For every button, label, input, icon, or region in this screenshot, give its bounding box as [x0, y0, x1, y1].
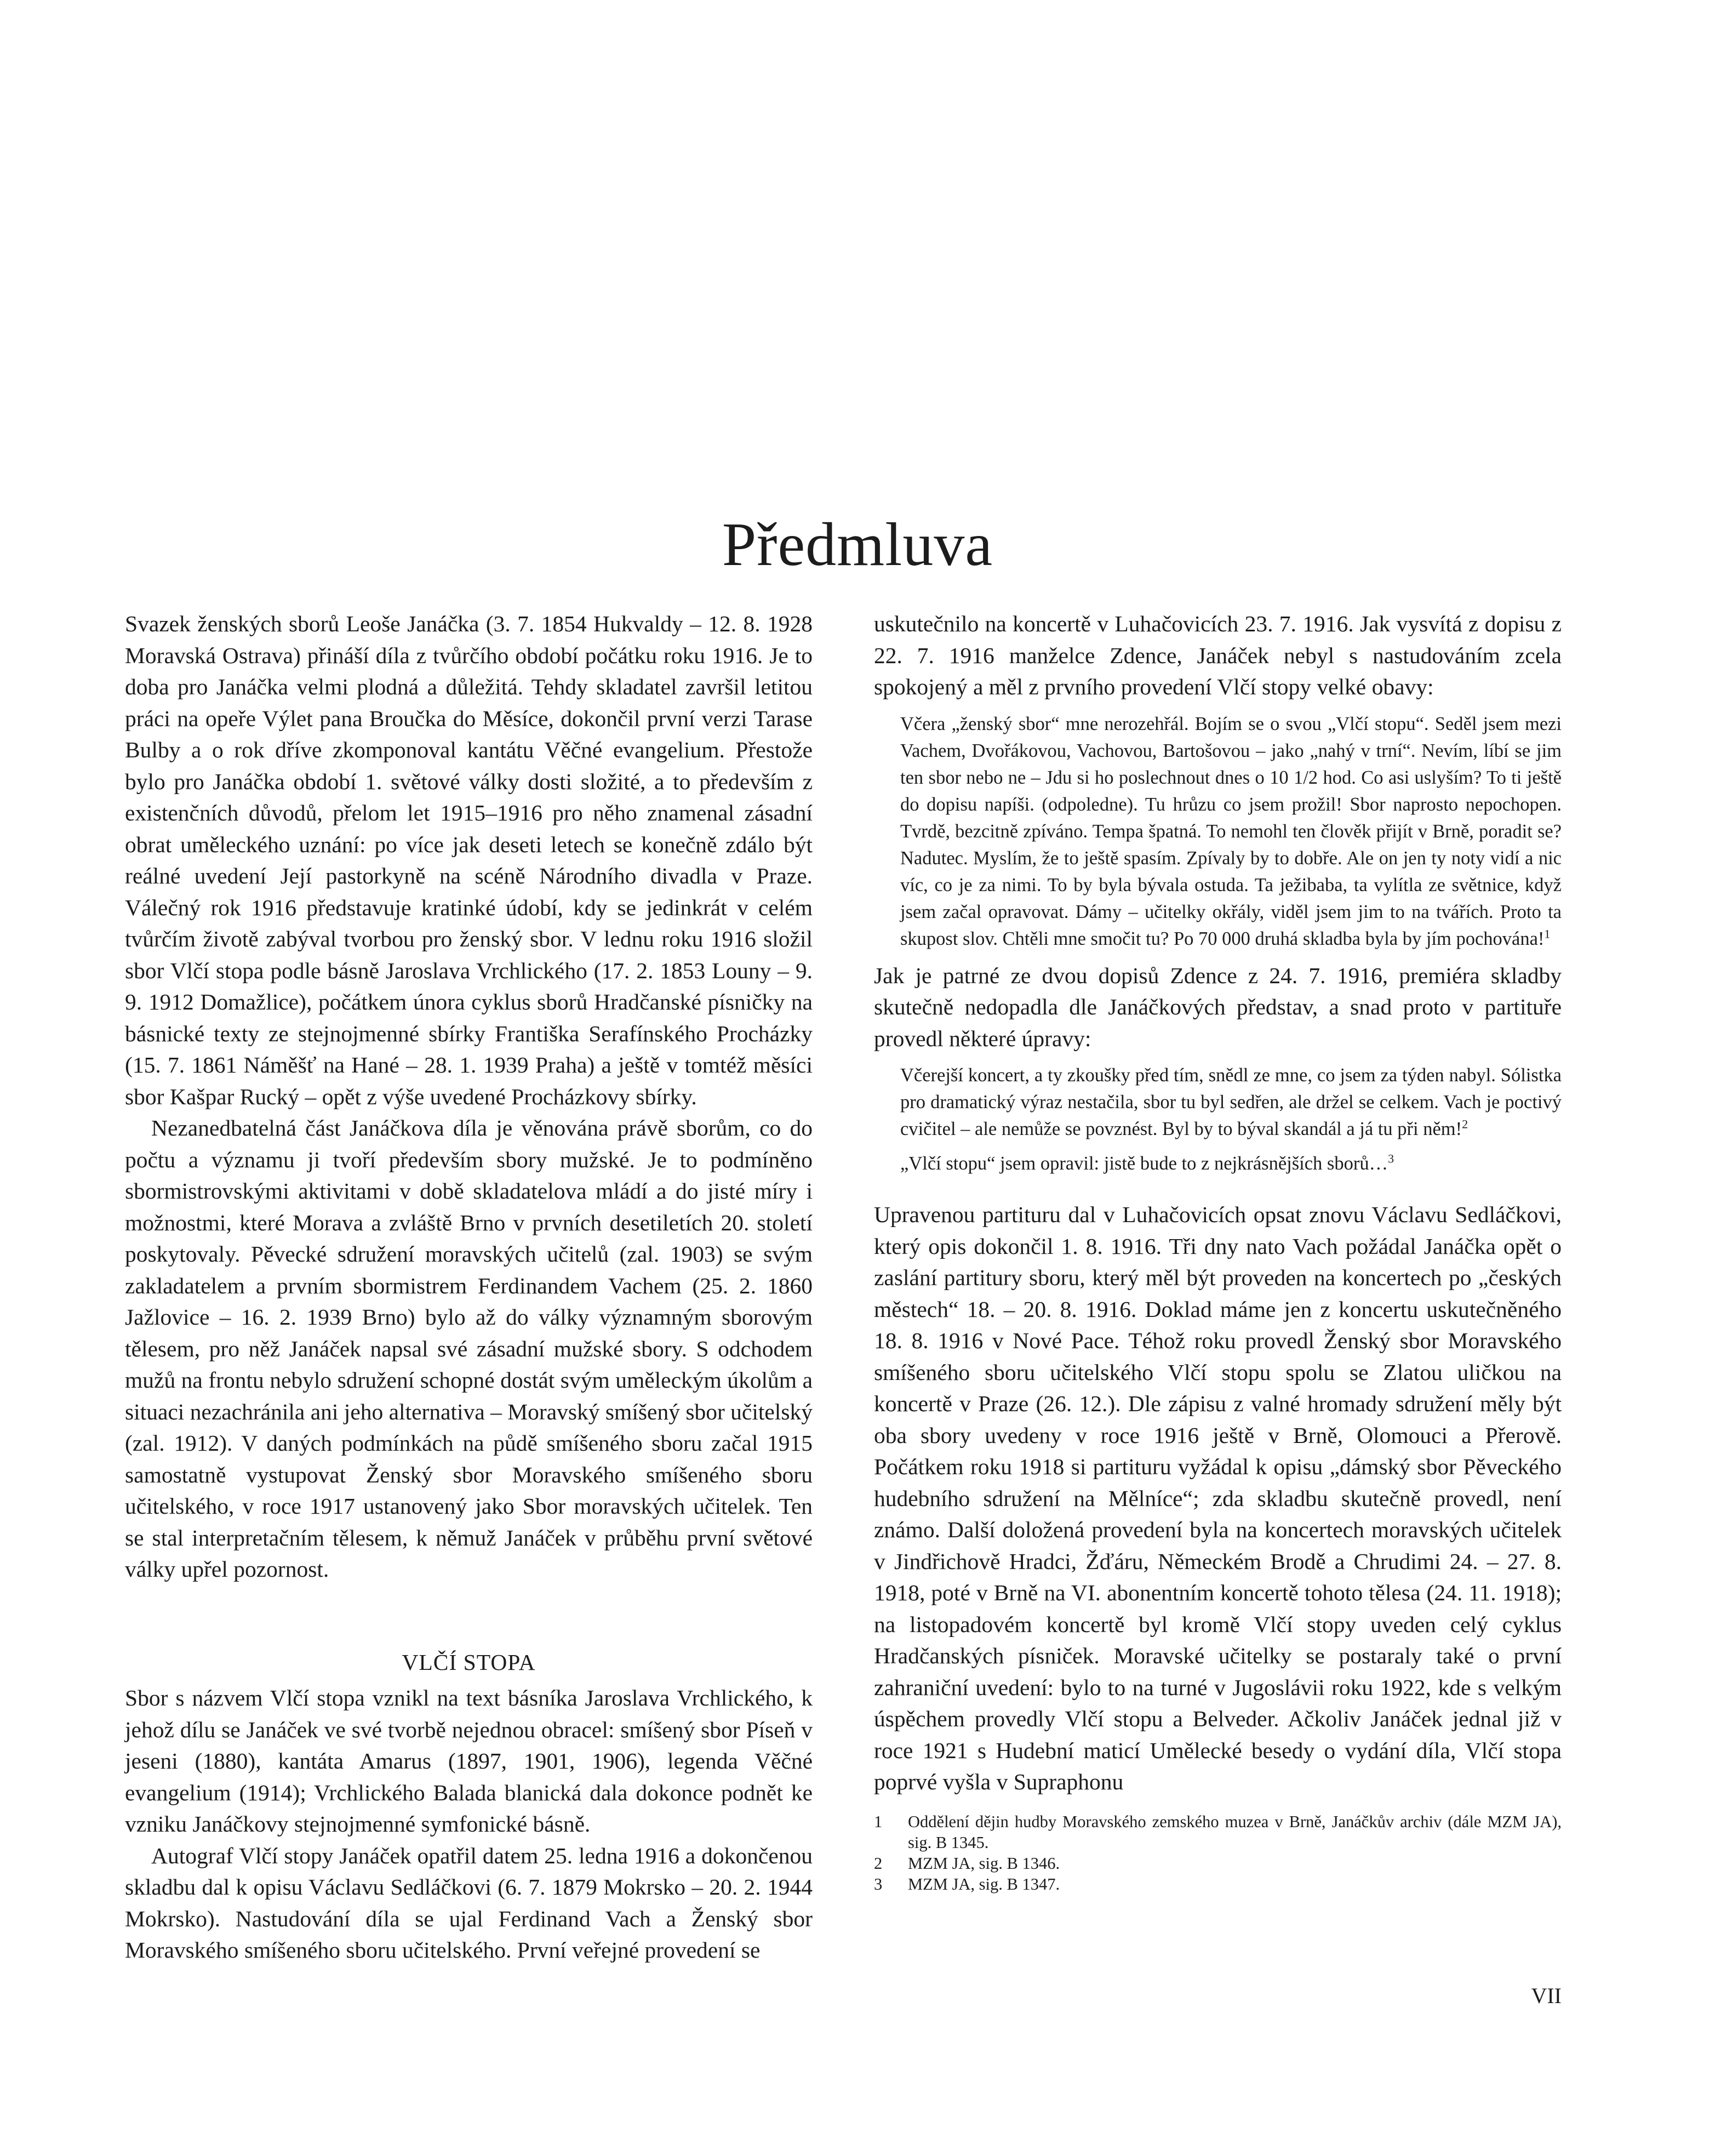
paragraph: Nezanedbatelná část Janáčkova díla je věnována právě sborům, co do počtu a významu ji tvoří především sbory mužské. Je to podmíněno sbormistrovskými aktivitami v době skladatelova mládí a do jisté míry i možnostmi, které Morava a zvláště Brno v prvních desetiletích 20. století poskytovaly. Pěvecké sdružení moravských učitelů (zal. 1903) se svým zakladatelem a prvním sbormistrem Ferdinandem Vachem (25. 2. 1860 Jažlovice – 16. 2. 1939 Brno) bylo až do války významným sborovým tělesem, pro něž Janáček napsal své zásadní mužské sbory. S odchodem mužů na frontu nebylo sdružení schopné dostát svým uměleckým úkolům a situaci nezachránila ani jeho alternativa – Moravský smíšený sbor učitelský (zal. 1912). V daných podmínkách na půdě smíšeného sboru začal 1915 samostatně vystupovat Ženský sbor Moravského smíšeného sboru učitelského, v roce 1917 ustanovený jako Sbor moravských učitelek. Ten se stal interpretačním tělesem, k němuž Janáček v průběhu první světové války upřel pozornost. [125, 1115, 813, 1582]
quote-text: Včerejší koncert, a ty zkoušky před tím, snědl ze mne, co jsem za týden nabyl. Sólistka pro dramatický výraz nestačila, sbor tu byl sedřen, ale držel se celkem. Vach je poctivý cvičitel – ale nemůže se povznést. Byl by to býval skandál a já tu při něm! [900, 1065, 1562, 1139]
paragraph: Svazek ženských sborů Leoše Janáčka (3. 7. 1854 Hukvaldy – 12. 8. 1928 Moravská Ostrava) přináší díla z tvůrčího období počátku roku 1916. Je to doba pro Janáčka velmi plodná a důležitá. Tehdy skladatel završil letitou práci na opeře Výlet pana Broučka do Měsíce, dokončil první verzi Tarase Bulby a o rok dříve zkomponoval kantátu Věčné evangelium. Přestože bylo pro Janáčka období 1. světové války dosti složité, a to především z existenčních důvodů, přelom let 1915–1916 pro něho znamenal zásadní obrat uměleckého uznání: po více jak deseti letech se konečně zdálo být reálné uvedení Její pastorkyně na scéně Národního divadla v Praze. Válečný rok 1916 představuje kratinké údobí, kdy se jedinkrát v celém tvůrčím životě zabýval tvorbou pro ženský sbor. V lednu roku 1916 složil sbor Vlčí stopa podle básně Jaroslava Vrchlického (17. 2. 1853 Louny – 9. 9. 1912 Domažlice), počátkem února cyklus sborů Hradčanské písničky na básnické texty ze stejnojmenné sbírky Františka Serafínského Procházky (15. 7. 1861 Náměšť na Hané – 28. 1. 1939 Praha) a ještě v tomtéž měsíci sbor Kašpar Rucký – opět z výše uvedené Procházkovy sbírky. [125, 611, 813, 1109]
right-column [874, 608, 1562, 1798]
footnote-ref: 2 [1462, 1117, 1468, 1131]
footnote-ref: 1 [1544, 927, 1551, 940]
page-title: Předmluva [722, 511, 993, 579]
footnote-text: MZM JA, sig. B 1346. [908, 1854, 1060, 1873]
footnote-number: 1 [874, 1812, 883, 1831]
footnote-ref: 3 [1388, 1151, 1394, 1166]
footnote [874, 1811, 1562, 1853]
quote-text: Včera „ženský sbor“ mne nerozehřál. Bojím se o svou „Vlčí stopu“. Seděl jsem mezi Vachem, Dvořákovou, Vachovou, Bartošovou – jako „nahý v trní“. Nevím, líbí se jim ten sbor nebo ne – Jdu si ho poslechnout dnes o 10 1/2 hod. Co asi uslyším? To ti ještě do dopisu napíši. (odpoledne). Tu hrůzu co jsem prožil! Sbor naprosto nepochopen. Tvrdě, bezcitně zpíváno. Tempa špatná. To nemohl ten člověk přijít v Brně, poradit se? Nadutec. Myslím, že to ještě spasím. Zpívaly by to dobře. Ale on jen ty noty vidí a nic víc, co je za nimi. To by byla bývala ostuda. Ta ježibaba, ta vylítla ze světnice, když jsem začal opravovat. Dámy – učitelky okřály, viděl jsem jim to na tvářích. Proto ta skupost slov. Chtěli mne smočit tu? Po 70 000 druhá skladba byla by jím pochována! [900, 713, 1562, 949]
paragraph: Upravenou partituru dal v Luhačovicích opsat znovu Václavu Sedláčkovi, který opis dokončil 1. 8. 1916. Tři dny nato Vach požádal Janáčka opět o zaslání partitury sboru, který měl být proveden na koncertech po „českých městech“ 18. – 20. 8. 1916. Doklad máme jen z koncertu uskutečněného 18. 8. 1916 v Nové Pace. Téhož roku provedl Ženský sbor Moravského smíšeného sboru učitelského Vlčí stopu spolu se Zlatou uličkou na koncertě v Praze (26. 12.). Dle zápisu z valné hromady sdružení měly být oba sbory uvedeny v roce 1916 ještě v Brně, Olomouci a Přerově. Počátkem roku 1918 si partituru vyžádal k opisu „dámský sbor Pěveckého hudebního sdružení na Mělníce“; zda skladbu skutečně provedl, není známo. Další doložená provedení byla na koncertech moravských učitelek v Jindřichově Hradci, Žďáru, Německém Brodě a Chrudimi 24. – 27. 8. 1918, poté v Brně na VI. abonentním koncertě tohoto tělesa (24. 11. 1918); na listopadovém koncertě byl kromě Vlčí stopy uveden celý cyklus Hradčanských písniček. Moravské učitelky se postaraly také o první zahraniční uvedení: bylo to na turné v Jugoslávii roku 1922, kde s velkým úspěchem provedly Vlčí stopu a Belveder. Ačkoliv Janáček jednal již v roce 1921 s Hudební maticí Umělecké besedy o vydání díla, Vlčí stopa poprvé vyšla v Supraphonu [874, 1202, 1562, 1794]
footnotes [874, 1811, 1562, 1895]
paragraph: Jak je patrné ze dvou dopisů Zdence z 24. 7. 1916, premiéra skladby skutečně nedopadla dle Janáčkových představ, a snad proto v partituře provedl některé úpravy: [874, 962, 1562, 1051]
footnote-number: 3 [874, 1875, 883, 1893]
quote-text: „Vlčí stopu“ jsem opravil: jistě bude to z nejkrásnějších sborů… [900, 1153, 1388, 1174]
footnote-number: 2 [874, 1854, 883, 1873]
footnote [874, 1853, 1562, 1874]
footnote-text: MZM JA, sig. B 1347. [908, 1875, 1060, 1893]
block-quote [900, 1062, 1562, 1177]
left-column [125, 608, 813, 1966]
paragraph: Sbor s názvem Vlčí stopa vznikl na text básníka Jaroslava Vrchlického, k jehož dílu se Janáček ve své tvorbě nejednou obracel: smíšený sbor Píseň v jeseni (1880), kantáta Amarus (1897, 1901, 1906), legenda Věčné evangelium (1914); Vrchlického Balada blanická dala dokonce podnět ke vzniku Janáčkovy stejnojmenné symfonické básně. [125, 1685, 813, 1836]
paragraph: Autograf Vlčí stopy Janáček opatřil datem 25. ledna 1916 a dokončenou skladbu dal k opisu Václavu Sedláčkovi (6. 7. 1879 Mokrsko – 20. 2. 1944 Mokrsko). Nastudování díla se ujal Ferdinand Vach a Ženský sbor Moravského smíšeného sboru učitelského. První veřejné provedení se [125, 1843, 813, 1963]
footnote-text: Oddělení dějin hudby Moravského zemského muzea v Brně, Janáčkův archiv (dále MZM JA), sig. B 1345. [908, 1812, 1562, 1852]
page-number: VII [1531, 1983, 1562, 2008]
paragraph: uskutečnilo na koncertě v Luhačovicích 23. 7. 1916. Jak vysvítá z dopisu z 22. 7. 1916 manželce Zdence, Janáček nebyl s nastudováním zcela spokojený a měl z prvního provedení Vlčí stopy velké obavy: [874, 611, 1562, 699]
section-heading: VLČÍ STOPA [402, 1649, 536, 1675]
block-quote [900, 711, 1562, 952]
footnote [874, 1874, 1562, 1895]
